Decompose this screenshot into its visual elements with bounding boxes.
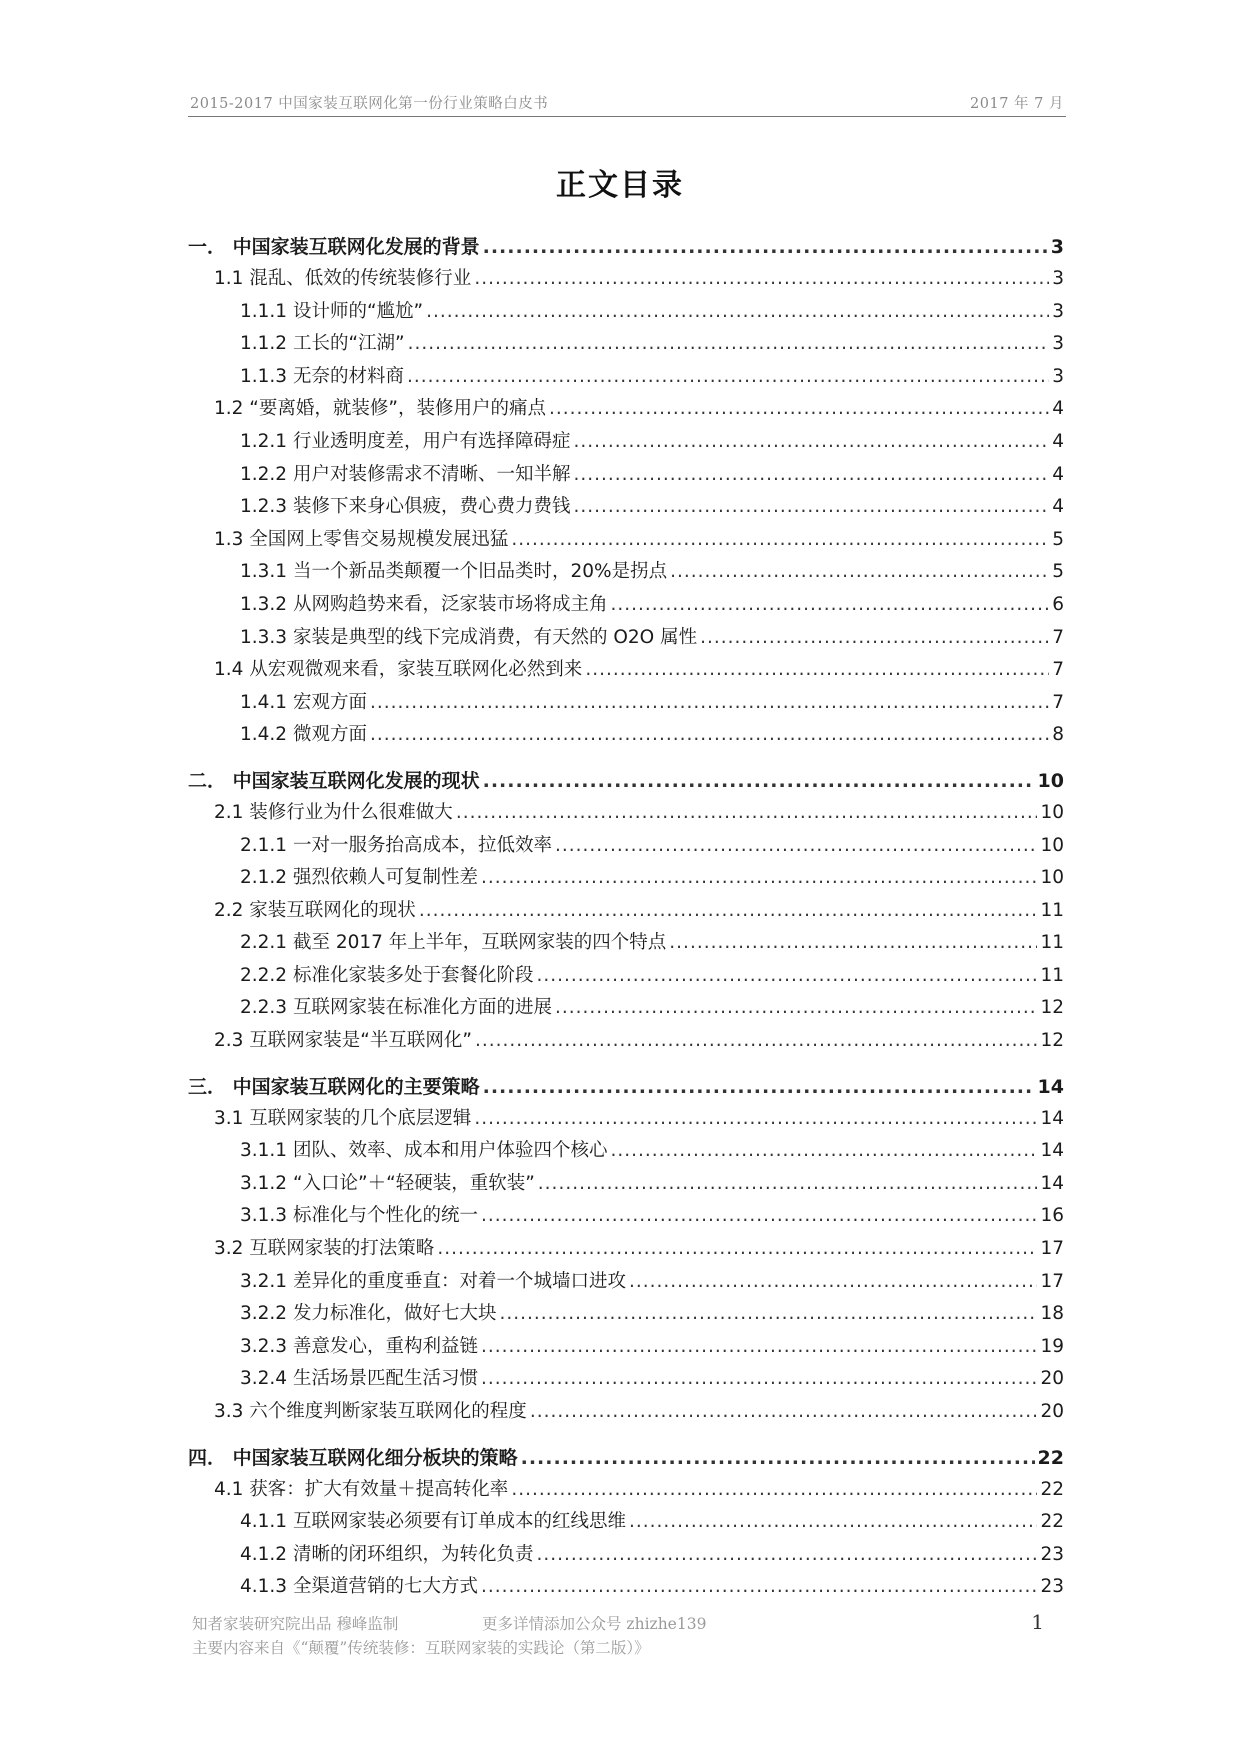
dot-leader xyxy=(481,862,1037,895)
toc-entry-level-2[interactable] xyxy=(188,1233,1064,1266)
toc-entry-level-2[interactable] xyxy=(188,654,1064,687)
toc-entry-title: 1.4.1 宏观方面 xyxy=(240,691,367,713)
toc-entry-title: 3.1.2 “入口论”＋“轻硬装，重软装” xyxy=(240,1172,535,1194)
toc-entry-page: 3 xyxy=(1052,333,1064,355)
dot-leader xyxy=(483,766,1035,797)
dot-leader xyxy=(573,459,1049,492)
toc-entry-level-2[interactable] xyxy=(188,895,1064,928)
toc-entry-title: 1.2.3 装修下来身心俱疲，费心费力费钱 xyxy=(240,496,571,518)
toc-entry-level-3[interactable] xyxy=(188,1266,1064,1299)
toc-entry-title: 3.2.4 生活场景匹配生活习惯 xyxy=(240,1368,478,1390)
toc-entry-level-1[interactable] xyxy=(188,232,1064,263)
toc-entry-page: 7 xyxy=(1052,626,1064,648)
dot-leader xyxy=(629,1506,1037,1539)
toc-entry-page: 17 xyxy=(1040,1270,1064,1292)
toc-entry-title: 1.3 全国网上零售交易规模发展迅猛 xyxy=(214,528,509,550)
toc-entry-level-3[interactable] xyxy=(188,992,1064,1025)
dot-leader xyxy=(481,1363,1037,1396)
dot-leader xyxy=(408,328,1050,361)
toc-entry-title: 1.3.1 当一个新品类颠覆一个旧品类时，20%是拐点 xyxy=(240,561,668,583)
toc-entry-page: 14 xyxy=(1040,1172,1064,1194)
toc-entry-title: 1.1.1 设计师的“尴尬” xyxy=(240,300,424,322)
footer-producer: 知者家装研究院出品 穆峰监制 xyxy=(192,1615,399,1633)
toc-entry-title: 3.2 互联网家装的打法策略 xyxy=(214,1238,435,1260)
toc-entry-title: 2.1.2 强烈依赖人可复制性差 xyxy=(240,867,478,889)
toc-entry-title: 2.2.1 截至 2017 年上半年，互联网家装的四个特点 xyxy=(240,932,667,954)
toc-entry-title: 3.1.1 团队、效率、成本和用户体验四个核心 xyxy=(240,1140,608,1162)
toc-entry-title: 1.4 从宏观微观来看，家装互联网化必然到来 xyxy=(214,659,583,681)
dot-leader xyxy=(536,1539,1037,1572)
toc-entry-title: 1.1.3 无奈的材料商 xyxy=(240,365,404,387)
toc-entry-level-2[interactable] xyxy=(188,393,1064,426)
toc-entry-title: 2.2 家装互联网化的现状 xyxy=(214,899,416,921)
dot-leader xyxy=(499,1298,1037,1331)
toc-entry-level-2[interactable] xyxy=(188,524,1064,557)
toc-entry-page: 6 xyxy=(1052,593,1064,615)
toc-entry-page: 17 xyxy=(1040,1238,1064,1260)
toc-entry-page: 3 xyxy=(1050,236,1064,258)
toc-entry-title: 三． 中国家装互联网化的主要策略 xyxy=(188,1075,480,1098)
toc-entry-page: 18 xyxy=(1040,1303,1064,1325)
toc-entry-level-3[interactable] xyxy=(188,328,1064,361)
toc-entry-level-2[interactable] xyxy=(188,1396,1064,1429)
dot-leader xyxy=(629,1266,1037,1299)
toc-entry-page: 23 xyxy=(1040,1576,1064,1598)
toc-entry-title: 4.1.1 互联网家装必须要有订单成本的红线思维 xyxy=(240,1511,626,1533)
dot-leader xyxy=(610,589,1049,622)
dot-leader xyxy=(419,895,1038,928)
toc-entry-title: 四． 中国家装互联网化细分板块的策略 xyxy=(188,1446,518,1469)
table-of-contents xyxy=(188,232,1064,1604)
toc-entry-title: 一． 中国家装互联网化发展的背景 xyxy=(188,236,480,258)
toc-entry-title: 2.2.3 互联网家装在标准化方面的进展 xyxy=(240,997,552,1019)
toc-entry-page: 12 xyxy=(1040,997,1064,1019)
toc-entry-page: 11 xyxy=(1040,964,1064,986)
page-title: 正文目录 xyxy=(556,168,684,203)
toc-entry-level-3[interactable] xyxy=(188,1539,1064,1572)
dot-leader xyxy=(483,1072,1035,1103)
toc-entry-page: 14 xyxy=(1037,1075,1064,1098)
toc-entry-title: 1.1 混乱、低效的传统装修行业 xyxy=(214,268,472,289)
toc-entry-title: 1.2.1 行业透明度差，用户有选择障碍症 xyxy=(240,430,571,452)
dot-leader xyxy=(370,719,1049,752)
toc-entry-title: 1.3.3 家装是典型的线下完成消费，有天然的 O2O 属性 xyxy=(240,626,698,648)
page-footer xyxy=(192,1612,1064,1660)
dot-leader xyxy=(610,1135,1037,1168)
toc-entry-page: 7 xyxy=(1052,659,1064,681)
toc-entry-page: 16 xyxy=(1040,1205,1064,1227)
toc-entry-page: 3 xyxy=(1052,268,1064,289)
dot-leader xyxy=(549,393,1049,426)
toc-entry-level-3[interactable] xyxy=(188,960,1064,993)
toc-entry-title: 3.2.2 发力标准化，做好七大块 xyxy=(240,1303,497,1325)
toc-entry-page: 10 xyxy=(1040,867,1064,889)
toc-entry-page: 4 xyxy=(1052,463,1064,485)
toc-entry-page: 10 xyxy=(1037,769,1064,792)
page-number: 1 xyxy=(1031,1610,1044,1634)
toc-entry-level-3[interactable] xyxy=(188,426,1064,459)
toc-entry-level-3[interactable] xyxy=(188,1200,1064,1233)
dot-leader xyxy=(481,1571,1037,1604)
toc-entry-title: 3.3 六个维度判断家装互联网化的程度 xyxy=(214,1401,527,1422)
dot-leader xyxy=(437,1233,1037,1266)
toc-entry-page: 5 xyxy=(1052,561,1064,583)
toc-entry-level-3[interactable] xyxy=(188,1298,1064,1331)
toc-entry-page: 22 xyxy=(1037,1446,1064,1469)
dot-leader xyxy=(555,992,1037,1025)
dot-leader xyxy=(407,361,1049,394)
header-document-title: 2015-2017 中国家装互联网化第一份行业策略白皮书 xyxy=(190,96,549,112)
dot-leader xyxy=(483,232,1048,263)
dot-leader xyxy=(536,960,1037,993)
toc-entry-title: 二． 中国家装互联网化发展的现状 xyxy=(188,769,480,792)
toc-entry-level-3[interactable] xyxy=(188,556,1064,589)
toc-entry-level-2[interactable] xyxy=(188,1103,1064,1136)
toc-entry-page: 4 xyxy=(1052,430,1064,452)
header-date: 2017 年 7 月 xyxy=(970,96,1064,112)
toc-entry-level-3[interactable] xyxy=(188,1571,1064,1604)
toc-entry-level-1[interactable] xyxy=(188,1072,1064,1103)
toc-entry-page: 23 xyxy=(1040,1543,1064,1565)
toc-entry-level-2[interactable] xyxy=(188,1474,1064,1507)
toc-entry-page: 7 xyxy=(1052,691,1064,713)
toc-entry-page: 8 xyxy=(1052,724,1064,746)
toc-entry-level-3[interactable] xyxy=(188,687,1064,720)
toc-entry-level-3[interactable] xyxy=(188,459,1064,492)
dot-leader xyxy=(474,1103,1037,1136)
toc-entry-title: 3.1 互联网家装的几个底层逻辑 xyxy=(214,1107,472,1129)
toc-entry-page: 19 xyxy=(1040,1335,1064,1357)
dot-leader xyxy=(573,491,1049,524)
dot-leader xyxy=(670,556,1049,589)
toc-entry-level-3[interactable] xyxy=(188,927,1064,960)
toc-entry-level-3[interactable] xyxy=(188,491,1064,524)
dot-leader xyxy=(481,1200,1037,1233)
toc-entry-title: 4.1 获客：扩大有效量＋提高转化率 xyxy=(214,1478,509,1500)
toc-entry-title: 1.2 “要离婚，就装修”，装修用户的痛点 xyxy=(214,398,546,420)
toc-entry-level-3[interactable] xyxy=(188,1135,1064,1168)
dot-leader xyxy=(530,1396,1038,1429)
footer-source: 主要内容来自《“颠覆”传统装修：互联网家装的实践论（第二版）》 xyxy=(192,1639,650,1657)
dot-leader xyxy=(511,1474,1037,1507)
toc-entry-page: 3 xyxy=(1052,300,1064,322)
toc-entry-page: 4 xyxy=(1052,496,1064,518)
toc-entry-page: 22 xyxy=(1040,1511,1064,1533)
toc-entry-level-1[interactable] xyxy=(188,766,1064,797)
toc-entry-title: 1.1.2 工长的“江湖” xyxy=(240,333,405,355)
toc-entry-level-2[interactable] xyxy=(188,1025,1064,1058)
dot-leader xyxy=(700,622,1049,655)
dot-leader xyxy=(475,1025,1037,1058)
toc-entry-level-3[interactable] xyxy=(188,1331,1064,1364)
toc-entry-page: 20 xyxy=(1040,1401,1064,1422)
toc-entry-level-3[interactable] xyxy=(188,1506,1064,1539)
dot-leader xyxy=(481,1331,1037,1364)
toc-entry-title: 3.2.3 善意发心，重构利益链 xyxy=(240,1335,478,1357)
toc-entry-title: 3.2.1 差异化的重度垂直：对着一个城墙口进攻 xyxy=(240,1270,626,1292)
toc-entry-page: 10 xyxy=(1040,834,1064,856)
dot-leader xyxy=(585,654,1049,687)
toc-entry-level-3[interactable] xyxy=(188,296,1064,329)
toc-entry-level-3[interactable] xyxy=(188,1363,1064,1396)
toc-entry-level-3[interactable] xyxy=(188,622,1064,655)
dot-leader xyxy=(456,797,1038,830)
toc-entry-level-3[interactable] xyxy=(188,830,1064,863)
toc-entry-page: 22 xyxy=(1040,1478,1064,1500)
toc-entry-title: 2.1.1 一对一服务抬高成本，拉低效率 xyxy=(240,834,552,856)
footer-contact: 更多详情添加公众号 zhizhe139 xyxy=(482,1615,707,1633)
toc-entry-title: 4.1.2 清晰的闭环组织，为转化负责 xyxy=(240,1543,534,1565)
dot-leader xyxy=(573,426,1049,459)
toc-entry-page: 14 xyxy=(1040,1140,1064,1162)
toc-entry-page: 10 xyxy=(1040,801,1064,823)
toc-entry-page: 20 xyxy=(1040,1368,1064,1390)
dot-leader xyxy=(426,296,1049,329)
dot-leader xyxy=(511,524,1049,557)
dot-leader xyxy=(370,687,1049,720)
toc-entry-title: 1.4.2 微观方面 xyxy=(240,724,367,746)
dot-leader xyxy=(474,263,1049,296)
toc-entry-page: 4 xyxy=(1052,398,1064,420)
toc-entry-title: 1.3.2 从网购趋势来看，泛家装市场将成主角 xyxy=(240,593,608,615)
toc-entry-title: 2.1 装修行业为什么很难做大 xyxy=(214,801,453,823)
toc-entry-page: 11 xyxy=(1040,932,1064,954)
dot-leader xyxy=(555,830,1037,863)
toc-entry-title: 4.1.3 全渠道营销的七大方式 xyxy=(240,1576,478,1598)
page-header xyxy=(188,90,1066,117)
toc-entry-page: 5 xyxy=(1052,528,1064,550)
toc-entry-level-3[interactable] xyxy=(188,1168,1064,1201)
toc-entry-title: 1.2.2 用户对装修需求不清晰、一知半解 xyxy=(240,463,571,485)
dot-leader xyxy=(521,1443,1035,1474)
toc-entry-level-2[interactable] xyxy=(188,263,1064,296)
toc-entry-level-3[interactable] xyxy=(188,589,1064,622)
toc-entry-level-2[interactable] xyxy=(188,797,1064,830)
toc-entry-title: 2.2.2 标准化家装多处于套餐化阶段 xyxy=(240,964,534,986)
toc-entry-level-1[interactable] xyxy=(188,1443,1064,1474)
toc-entry-page: 14 xyxy=(1040,1107,1064,1129)
toc-entry-page: 3 xyxy=(1052,365,1064,387)
dot-leader xyxy=(669,927,1037,960)
toc-entry-title: 2.3 互联网家装是“半互联网化” xyxy=(214,1030,472,1052)
toc-entry-title: 3.1.3 标准化与个性化的统一 xyxy=(240,1205,478,1227)
toc-entry-level-3[interactable] xyxy=(188,361,1064,394)
toc-entry-page: 11 xyxy=(1040,899,1064,921)
toc-entry-level-3[interactable] xyxy=(188,862,1064,895)
dot-leader xyxy=(538,1168,1038,1201)
toc-entry-level-3[interactable] xyxy=(188,719,1064,752)
toc-entry-page: 12 xyxy=(1040,1030,1064,1052)
